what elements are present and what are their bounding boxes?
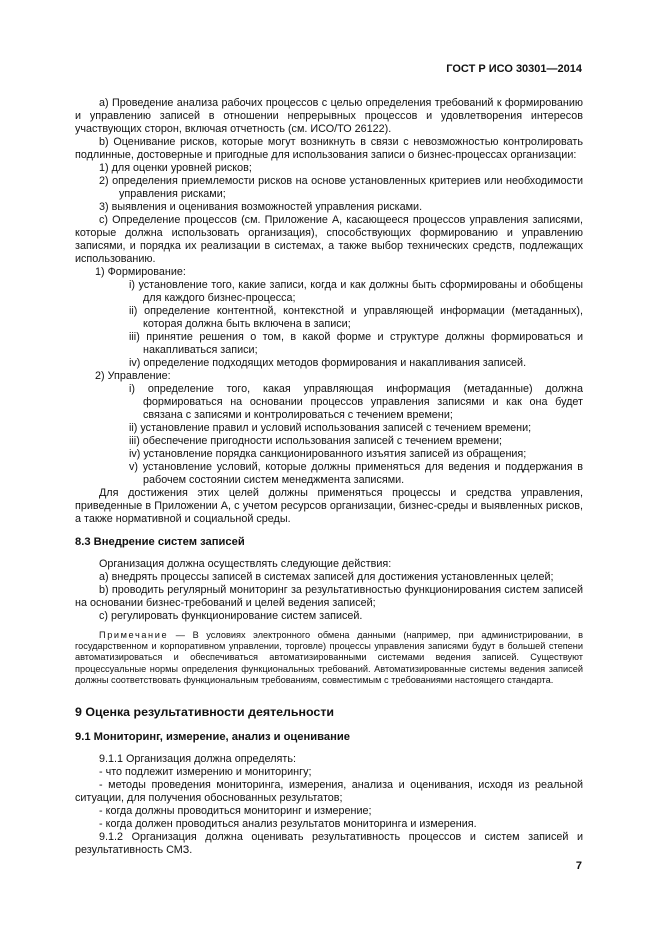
paragraph-c2: 2) Управление: bbox=[95, 370, 171, 382]
heading-8-3: 8.3 Внедрение систем записей bbox=[75, 536, 245, 548]
section-9-1-1: 9.1.1 Организация должна определять: bbox=[99, 753, 296, 766]
paragraph-c2-v: v) установление условий, которые должны применяться для ведения и поддержания в рабочем состоянии систем менеджмента записями. bbox=[129, 461, 583, 486]
note-block bbox=[75, 630, 583, 686]
paragraph-c1-iv: iv) определение подходящих методов формирования и накапливания записей. bbox=[129, 357, 527, 369]
heading-9-1: 9.1 Мониторинг, измерение, анализ и оценивание bbox=[75, 731, 350, 744]
formation-list bbox=[75, 279, 583, 370]
paragraph-c2-iii: iii) обеспечение пригодности использования записей с течением времени; bbox=[129, 435, 502, 447]
paragraph-c2-ii: ii) установление правил и условий использования записей с течением времени; bbox=[129, 422, 532, 434]
document-header: ГОСТ Р ИСО 30301—2014 bbox=[446, 63, 582, 75]
paragraph-c1-iii: iii) принятие решения о том, в какой форме и структуре должны формироваться и накапливаться записи; bbox=[129, 331, 583, 356]
paragraph-c1-i: i) установление того, какие записи, когда и как должны быть сформированы и обобщены для каждого бизнес-процесса; bbox=[129, 279, 583, 304]
paragraph-c1: 1) Формирование: bbox=[95, 266, 186, 278]
note-label: Примечание bbox=[99, 630, 169, 640]
paragraph-a: а) Проведение анализа рабочих процессов с целью определения требований к формированию и управлению записей в отношении непрерывных процессов и удовлетворения интересов участвующих сторон, включая отчетность (см. ИСО/ТО 26122). bbox=[75, 97, 583, 135]
paragraph-c2-i: i) определение того, какая управляющая информация (метаданные) должна формироваться на основании процессов управления записями и как она будет связана с записями и контролироваться с течением времени; bbox=[129, 383, 583, 421]
paragraph-c1-ii: ii) определение контентной, контекстной и управляющей информации (метаданных), которая должна быть включена в записи; bbox=[129, 305, 583, 330]
paragraph-b2: 2) определения приемлемости рисков на основе установленных критериев или необходимости управления рисками; bbox=[99, 175, 583, 200]
paragraph-c2-iv: iv) установление порядка санкционированного изъятия записей из обращения; bbox=[129, 448, 527, 460]
document-body bbox=[75, 97, 583, 857]
section-9-1-item-2: - методы проведения мониторинга, измерения, анализа и оценивания, исходя из реальной ситуации, для получения обоснованных результатов; bbox=[75, 779, 583, 805]
paragraph-closing: Для достижения этих целей должны применяться процессы и средства управления, приведенные в Приложении А, с учетом ресурсов организации, бизнес-среды и выявленных рисков, а также нормативной и социальной среды. bbox=[75, 487, 583, 525]
paragraph-c: с) Определение процессов (см. Приложение А, касающееся процессов управления записями, которые должна использовать организация), способствующих формированию и управлению записями, и порядка их реализации в системах, а также выбор технических средств, подлежащих использованию. bbox=[75, 214, 583, 265]
page-number: 7 bbox=[575, 860, 582, 872]
section-9-1-item-1: - что подлежит измерению и мониторингу; bbox=[99, 766, 312, 779]
paragraph-b: b) Оценивание рисков, которые могут возникнуть в связи с невозможностью контролировать подлинные, достоверные и пригодные для использования записи о бизнес-процессах организации: bbox=[75, 136, 583, 161]
paragraph-b3: 3) выявления и оценивания возможностей управления рисками. bbox=[99, 201, 423, 213]
section-9-1-item-3: - когда должны проводиться мониторинг и измерение; bbox=[99, 805, 372, 818]
section-8-3-intro: Организация должна осуществлять следующие действия: bbox=[99, 558, 392, 570]
note-text: — В условиях электронного обмена данными (например, при администрировании, в государственном и корпоративном управлении, торговле) процессы управления записями будут в большей степени автоматизироваться и обеспечиваться автоматизированными системами ведения записей. Существуют процессуальные нормы определения функциональных требований. Автоматизированные системы ведения записей должны соответствовать функциональным требованиям, совместимым с требованиями настоящего стандарта. bbox=[75, 630, 583, 685]
paragraph-b1: 1) для оценки уровней рисков; bbox=[99, 162, 252, 174]
section-8-3-c: с) регулировать функционирование систем записей. bbox=[99, 610, 363, 622]
section-9-1-item-4: - когда должен проводиться анализ результатов мониторинга и измерения. bbox=[99, 818, 477, 831]
section-8-3-b: b) проводить регулярный мониторинг за результативностью функционирования систем записей на основании бизнес-требований и целей ведения записей; bbox=[75, 584, 583, 609]
heading-9: 9 Оценка результативности деятельности bbox=[75, 705, 335, 720]
section-8-3-a: а) внедрять процессы записей в системах записей для достижения установленных целей; bbox=[99, 571, 554, 583]
section-9-1-2: 9.1.2 Организация должна оценивать результативность процессов и систем записей и результативность СМЗ. bbox=[75, 831, 583, 857]
management-list bbox=[75, 383, 583, 487]
